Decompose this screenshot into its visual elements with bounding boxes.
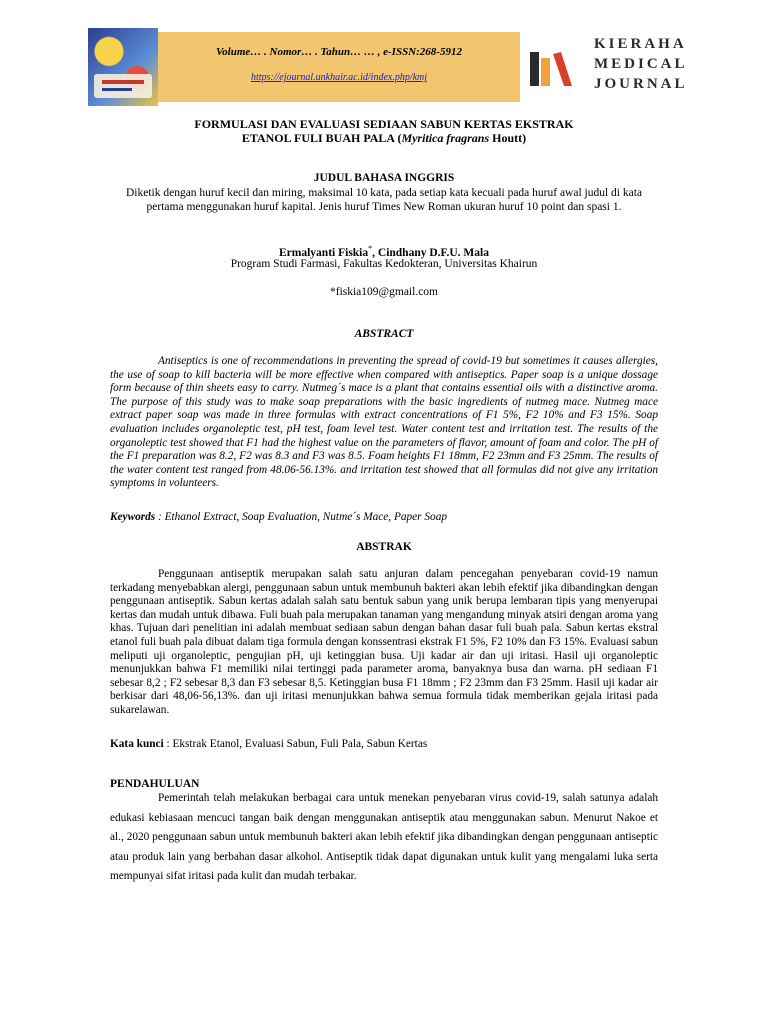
journal-cover-image [88, 28, 158, 106]
keywords-label: Keywords [110, 511, 156, 523]
journal-url-link[interactable]: https://ejournal.unkhair.ac.id/index.php/kmj [250, 72, 428, 83]
abstract-text: Antiseptics is one of recommendations in preventing the spread of covid-19 but sometimes it causes allergies, the use of soap to kill bacteria will be more effective when compared with antiseptics. Paper soap is a unique dossage form because of thin sheets easy to carry. Nutmeg´s mace is a plant that contains essential oils with a distinctive aroma. The purpose of this study was to make soap preparations with the basic ingredients of nutmeg mace. Nutmeg mace extract paper soap was made in three formulas with extract concentrations of F1 5%, F2 10% and F3 15%. Soap evaluation includes organoleptic test, pH test, foam level test. Water content test and irritation test. The results of the organoleptic test showed that F1 had the highest value on the parameters of flavor, amount of foam and color. The pH of the F1 preparation was 8.2, F2 was 8.3 and F3 was 8.5. Foam heights F1 18mm, F2 23mm and F3 25mm. The results of the water content test ranged from 48.06-56.13%. and irritation test showed that all formulas did not give any irritation symptoms in volunteers. [110, 355, 658, 490]
abstrak-heading: ABSTRAK [356, 541, 412, 553]
english-title-instruction: Diketik dengan huruf kecil dan miring, maksimal 10 kata, pada setiap kata kecuali pada huruf awal judul di kata pertama menggunakan huruf kapital. Jenis huruf Times New Roman ukuran huruf 10 point dan spasi 1. [125, 187, 643, 213]
journal-name-line: MEDICAL [594, 56, 688, 72]
species-name: Myritica fragrans [401, 131, 490, 145]
title-line-2 [110, 131, 658, 145]
journal-header [88, 28, 695, 106]
abstract-heading: ABSTRACT [354, 328, 414, 340]
title-line-1: FORMULASI DAN EVALUASI SEDIAAN SABUN KERTAS EKSTRAK [194, 117, 574, 131]
affiliation: Program Studi Farmasi, Fakultas Kedokteran, Universitas Khairun [230, 258, 538, 270]
section-heading-introduction: PENDAHULUAN [110, 778, 200, 790]
keywords-line [110, 511, 658, 525]
volume-issue-line: Volume… . Nomor… . Tahun… … , e-ISSN:268-5912 [216, 46, 462, 58]
kata-kunci-label: Kata kunci [110, 738, 164, 750]
author-email: *fiskia109@gmail.com [329, 286, 438, 298]
kata-kunci-text: : Ekstrak Etanol, Evaluasi Sabun, Fuli Pala, Sabun Kertas [163, 738, 428, 750]
english-title-heading: JUDUL BAHASA INGGRIS [313, 172, 455, 184]
corresponding-mark: * [368, 244, 373, 253]
kata-kunci-line [110, 738, 658, 752]
paper-title [110, 117, 658, 145]
introduction-paragraph: Pemerintah telah melakukan berbagai cara untuk menekan penyebaran virus covid-19, salah satunya adalah edukasi kebiasaan mencuci tangan baik dengan menggunakan antiseptik atau menggunakan sabun. Menurut Nakoe et al., 2020 penggunaan sabun untuk membunuh bakteri akan lebih efektif jika dibandingkan dengan penggunaan antiseptic atau produk lain yang berbahan dasar alkohol. Antiseptik tidak dapat digunakan untuk kulit yang mengalami luka serta mempunyai sifat iritasi pada kulit dan mudah terbakar. [110, 792, 658, 882]
author-name: , Cindhany D.F.U. Mala [372, 246, 489, 259]
title-text: ETANOL FULI BUAH PALA ( [241, 131, 402, 145]
header-band [158, 32, 520, 102]
author-name: Ermalyanti Fiskia [279, 246, 369, 259]
journal-name-line: JOURNAL [594, 76, 688, 92]
title-text: Houtt) [489, 131, 527, 145]
abstrak-text: Penggunaan antiseptik merupakan salah satu anjuran dalam pencegahan penyebaran covid-19 namun terkadang menyebabkan alergi, penggunaan sabun untuk membunuh bakteri akan lebih efektif jika dibandingkan dengan penggunaan antiseptik. Sabun kertas adalah salah satu bentuk sabun yang unik berupa lembaran tipis yang menyerupai kertas dan mudah untuk dibawa. Fuli buah pala merupakan tanaman yang mengandung minyak atsiri dengan aroma yang khas. Tujuan dari penelitian ini adalah membuat sediaan sabun dengan bahan dasar fuli buah pala. Sabun kertas ekstral etanol fuli buah pala dibuat dalam tiga formula dengan konssentrasi ekstrak F1 5%, F2 10% dan F3 15%. Evaluasi sabun meliputi uji organoleptic, pengujian pH, uji ketinggian busa. Uji kadar air dan uji iritasi. Hasil uji organoleptic menunjukkan bahwa F1 memiliki nilai tertinggi pada parameter aroma, banyaknya busa dan warna. pH sediaan F1 sebesar 8,2 ; F2 sebesar 8,3 dan F3 sebesar 8,5. Ketinggian busa F1 18mm ; F2 23mm dan F3 25mm. Hasil uji kadar air berkisar dari 48,06-56,13%. dan uji iritasi menunjukkan bahwa semua formula tidak memberikan gejala iritasi pada sukarelawan. [110, 568, 658, 716]
keywords-text: : Ethanol Extract, Soap Evaluation, Nutme´s Mace, Paper Soap [155, 511, 447, 523]
journal-name-line: KIERAHA [594, 36, 687, 52]
journal-name [594, 34, 698, 94]
journal-logo-icon [530, 48, 574, 88]
